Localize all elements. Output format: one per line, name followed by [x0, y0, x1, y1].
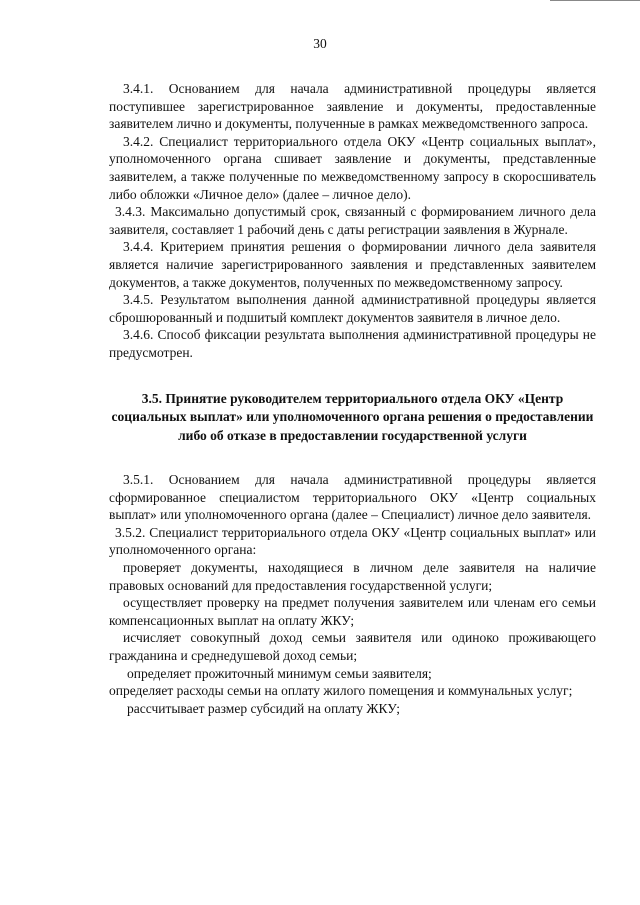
paragraph-3-4-3: 3.4.3. Максимально допустимый срок, связанный с формированием личного дела заявителя, составляет 1 рабочий день с даты регистрации заявления в Журнале.	[109, 204, 596, 237]
actions-list	[109, 559, 596, 717]
paragraph-3-5-2: 3.5.2. Специалист территориального отдела ОКУ «Центр социальных выплат» или уполномоченного органа:	[109, 524, 596, 558]
action-item: проверяет документы, находящиеся в личном деле заявителя на наличие правовых оснований для предоставления государственной услуги;	[109, 559, 596, 593]
action-item: определяет прожиточный минимум семьи заявителя;	[127, 665, 432, 681]
document-body	[109, 80, 596, 717]
paragraph-3-5-1: 3.5.1. Основанием для начала административной процедуры является сформированное специалистом территориального ОКУ «Центр социальных выплат» или уполномоченного органа (далее – Специалист) личное дело заявителя.	[109, 472, 596, 523]
action-item: исчисляет совокупный доход семьи заявителя или одиноко проживающего гражданина и среднедушевой доход семьи;	[109, 630, 596, 663]
page-number: 30	[313, 36, 327, 51]
paragraph-3-4-2: 3.4.2. Специалист территориального отдела ОКУ «Центр социальных выплат», уполномоченного органа сшивает заявление и документы, представленные заявителем, а также полученные по межведомственному запросу в скоросшиватель либо обложки «Личное дело» (далее – личное дело).	[109, 133, 596, 202]
paragraph-3-4-6: 3.4.6. Способ фиксации результата выполнения административной процедуры не предусмотрен.	[109, 327, 596, 360]
action-item: рассчитывает размер субсидий на оплату ЖКУ;	[127, 700, 401, 716]
paragraph-3-4-1: 3.4.1. Основанием для начала административной процедуры является поступившее зарегистрированное заявление и документы, предоставленные заявителем лично и документы, полученные в рамках межведомственного запроса.	[109, 81, 596, 132]
top-edge-line	[550, 0, 640, 1]
action-item: определяет расходы семьи на оплату жилого помещения и коммунальных услуг;	[109, 683, 573, 699]
paragraph-3-4-4: 3.4.4. Критерием принятия решения о формировании личного дела заявителя является наличие зарегистрированного заявления и представленных заявителем документов, а также документов, полученных по межведомственному запросу.	[109, 239, 596, 290]
action-item: осуществляет проверку на предмет получения заявителем или членам его семьи компенсационных выплат на оплату ЖКУ;	[109, 595, 596, 628]
section-heading-3-5: 3.5. Принятие руководителем территориального отдела ОКУ «Центр социальных выплат» или уполномоченного органа решения о предоставлении либо об отказе в предоставлении государственной услуги	[111, 390, 594, 443]
paragraph-3-4-5: 3.4.5. Результатом выполнения данной административной процедуры является сброшюрованный и подшитый комплект документов заявителя в личное дело.	[109, 292, 596, 325]
